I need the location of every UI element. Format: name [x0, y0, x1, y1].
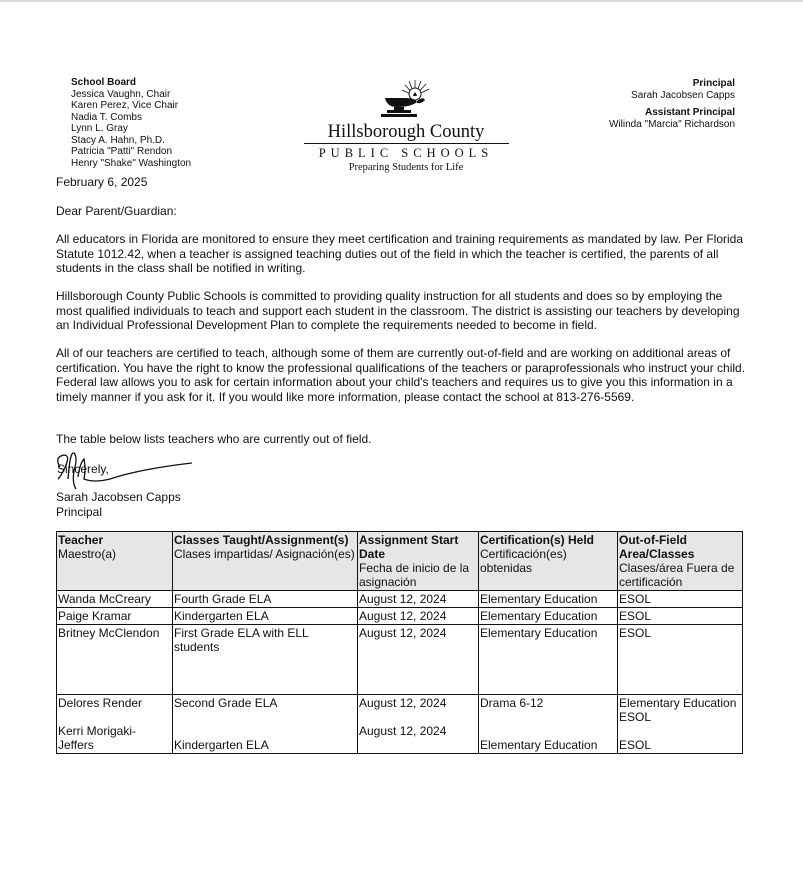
- table-row-merged: [57, 695, 743, 754]
- board-member: Karen Perez, Vice Chair: [71, 100, 179, 111]
- cell-classes: Kindergarten ELA: [173, 608, 358, 625]
- cell-teacher: Paige Kramar: [57, 608, 173, 625]
- board-member: Nadia T. Combs: [71, 111, 142, 123]
- district-tagline: Preparing Students for Life: [348, 162, 464, 173]
- lamp-of-knowledge-icon: [371, 74, 441, 120]
- cell-start-date: August 12, 2024: [358, 591, 479, 608]
- principal-title: Principal: [692, 78, 735, 89]
- cell-certification: Elementary Education: [479, 591, 618, 608]
- letter-paragraph: Hillsborough County Public Schools is committed to providing quality instruction for all students and does so by employing the most qualified individuals to teach and support each student in the classroom. The district is assisting our teachers by developing an Individual Professional Development Plan to complete the requirements needed to become in field.: [56, 289, 740, 332]
- district-name: Hillsborough County: [327, 122, 485, 142]
- header-certifications: Certification(s) Held Certificación(es) obtenidas: [479, 532, 618, 591]
- cell-teacher: [57, 695, 173, 754]
- board-member: Stacy A. Hahn, Ph.D.: [71, 134, 165, 146]
- cell-out-of-field: ESOL: [618, 625, 743, 695]
- signer-title: Principal: [56, 505, 103, 519]
- board-member: Jessica Vaughn, Chair: [71, 88, 171, 100]
- signature-icon: [50, 449, 200, 494]
- cell-classes: First Grade ELA with ELL students: [173, 625, 358, 695]
- table-header-row: [57, 532, 743, 591]
- cell-teacher: Britney McClendon: [57, 625, 173, 695]
- logo-divider: [304, 143, 509, 144]
- letter-date: February 6, 2025: [56, 175, 148, 189]
- letter-closing: Sincerely,: [57, 462, 109, 476]
- principal-name: Sarah Jacobsen Capps: [631, 89, 735, 101]
- cell-out-of-field: Elementary Education ESOL ESOL: [618, 695, 743, 754]
- letter-greeting: Dear Parent/Guardian:: [56, 204, 177, 218]
- cell-certification: Elementary Education: [479, 625, 618, 695]
- signer-name: Sarah Jacobsen Capps: [56, 490, 181, 504]
- cell-start-date: August 12, 2024: [358, 608, 479, 625]
- board-member: Lynn L. Gray: [71, 123, 128, 134]
- table-row: [57, 625, 743, 695]
- board-member: Patricia "Patti" Rendon: [71, 146, 173, 157]
- cell-classes: Second Grade ELA Kindergarten ELA: [173, 695, 358, 754]
- assistant-principal-title: Assistant Principal: [644, 107, 735, 118]
- cell-start-date: August 12, 2024: [358, 625, 479, 695]
- header-start-date: Assignment Start Date Fecha de inicio de la asignación: [358, 532, 479, 591]
- table-row: [57, 608, 743, 625]
- cell-classes: Fourth Grade ELA: [173, 591, 358, 608]
- table-row: [57, 591, 743, 608]
- cell-certification: Drama 6-12 Elementary Education: [479, 695, 618, 754]
- district-subtitle: PUBLIC SCHOOLS: [318, 146, 494, 160]
- letter-paragraph: All educators in Florida are monitored to ensure they meet certification and training requirements as mandated by law. Per Florida Statute 1012.42, when a teacher is assigned teaching duties out of the field in which the teacher is certified, the parents of all students in the class shall be notified in writing.: [56, 232, 744, 275]
- cell-teacher: Wanda McCreary: [57, 591, 173, 608]
- teacher-name: Delores Render: [58, 696, 143, 710]
- school-board-title: School Board: [71, 77, 137, 88]
- cell-out-of-field: ESOL: [618, 591, 743, 608]
- signer-block: [56, 490, 181, 520]
- header-teacher: Teacher Maestro(a): [57, 532, 173, 591]
- out-of-field-table: [56, 531, 743, 754]
- teacher-name: Kerri Morigaki-Jeffers: [58, 724, 137, 752]
- board-member: Henry "Shake" Washington: [71, 157, 192, 169]
- letter-paragraph: All of our teachers are certified to teach, although some of them are currently out-of-field and are working on additional areas of certification. You have the right to know the professional qualifications of the teachers or paraprofessionals who instruct your child. Federal law allows you to ask for certain information about your child's teachers and requires us to give you this information in a timely manner if you ask for it. If you would like more information, please contact the school at 813-276-5569.: [56, 346, 746, 404]
- cell-certification: Elementary Education: [479, 608, 618, 625]
- table-intro: The table below lists teachers who are currently out of field.: [56, 432, 372, 446]
- cell-start-date: August 12, 2024 August 12, 2024: [358, 695, 479, 754]
- cell-out-of-field: ESOL: [618, 608, 743, 625]
- school-board-list: [71, 77, 191, 169]
- header-classes: Classes Taught/Assignment(s) Clases impartidas/ Asignación(es): [173, 532, 358, 591]
- header-out-of-field: Out-of-Field Area/Classes Clases/área Fuera de certificación: [618, 532, 743, 591]
- district-logo: [300, 74, 512, 175]
- page-top-border: [0, 0, 803, 2]
- school-administration: [609, 78, 735, 130]
- assistant-principal-name: Wilinda "Marcia" Richardson: [608, 118, 735, 130]
